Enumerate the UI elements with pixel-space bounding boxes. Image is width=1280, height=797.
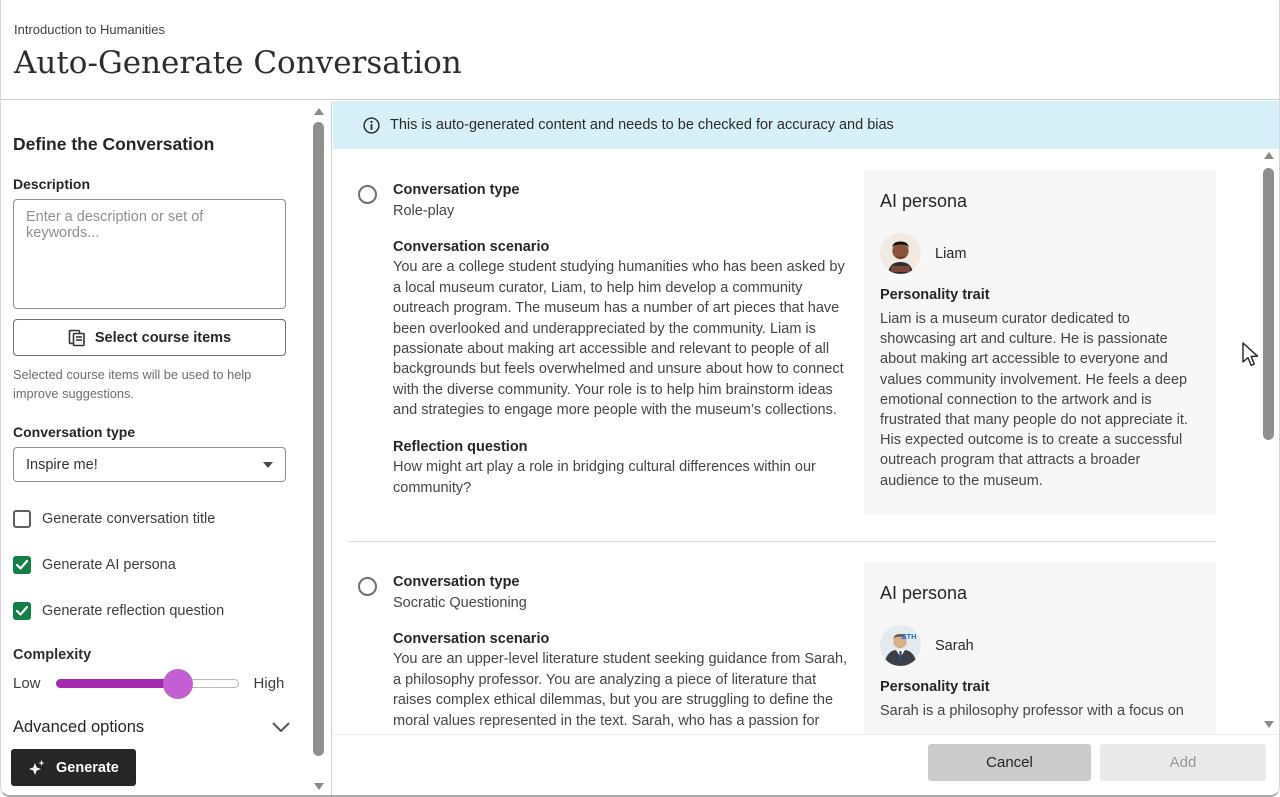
suggestions-area xyxy=(333,101,1279,795)
complexity-label: Complexity xyxy=(13,647,92,663)
svg-text:ETH: ETH xyxy=(901,632,917,641)
select-course-items-button[interactable] xyxy=(13,319,286,356)
conversation-type-heading: Conversation type xyxy=(393,574,520,590)
select-course-items-label: Select course items xyxy=(94,329,232,346)
scroll-up-icon[interactable] xyxy=(1264,152,1274,159)
breadcrumb: Introduction to Humanities xyxy=(14,22,166,37)
generate-persona-label: Generate AI persona xyxy=(42,557,176,573)
advanced-options-toggle[interactable] xyxy=(13,718,290,737)
avatar-liam xyxy=(880,233,921,274)
add-button[interactable]: Add xyxy=(1100,744,1266,781)
complexity-high-label: High xyxy=(253,675,285,692)
course-items-helper-text: Selected course items will be used to help improve suggestions. xyxy=(13,367,252,401)
generate-persona-checkbox[interactable] xyxy=(13,556,31,574)
copy-documents-icon xyxy=(68,329,86,347)
header xyxy=(1,0,1279,100)
complexity-slider-handle[interactable] xyxy=(163,669,193,699)
conversation-type-heading: Conversation type xyxy=(393,182,520,198)
suggestion-2-radio[interactable] xyxy=(358,577,377,596)
trait-text: Sarah is a philosophy professor with a focus on xyxy=(880,703,1184,719)
generate-title-checkbox[interactable] xyxy=(13,510,31,528)
sidebar-scrollbar[interactable] xyxy=(312,108,326,790)
dialog-footer xyxy=(333,734,1279,795)
slider-fill xyxy=(56,679,179,688)
description-label: Description xyxy=(13,176,91,192)
checkmark-icon xyxy=(16,606,28,616)
suggestions-divider xyxy=(349,541,1216,542)
sidebar-scrollbar-thumb[interactable] xyxy=(313,122,324,756)
banner-text: This is auto-generated content and needs to be checked for accuracy and bias xyxy=(390,117,894,133)
scenario-heading: Conversation scenario xyxy=(393,630,550,647)
caret-down-icon xyxy=(263,462,273,468)
ai-content-banner xyxy=(333,101,1279,149)
scenario-text: You are an upper-level literature student seeking guidance from Sarah, a philosophy professor. You are analyzing a piece of literature that raises complex ethical dilemmas, but you are struggling to define the moral values represented in the text. Sarah, who has a passion for xyxy=(393,651,848,729)
panel-heading: Define the Conversation xyxy=(13,134,215,154)
complexity-slider[interactable] xyxy=(56,679,239,688)
generate-button-label: Generate xyxy=(56,759,119,776)
reflection-text: How might art play a role in bridging cultural differences within our community? xyxy=(393,459,816,496)
trait-text: Liam is a museum curator dedicated to showcasing art and culture. He is passionate about making art accessible to everyone and values community involvement. He feels a deep emotional connection to the artwork and is frustrated that many people do not appreciate it. His expected outcome is to create a successful outreach program that attracts a broader audience to the museum. xyxy=(880,311,1188,489)
scroll-down-icon[interactable] xyxy=(314,783,324,790)
conversation-type-label: Conversation type xyxy=(13,424,136,440)
generate-button[interactable] xyxy=(11,749,136,786)
scenario-text: You are a college student studying humanities who has been asked by a local museum curator, Liam, to help him develop a community outreach program. The museum has a number of art pieces that have been overlooked and underappreciated by the community. Liam is passionate about making art accessible and relevant to people of all backgrounds but feels overwhelmed and unsure about how to connect with the diverse community. Your role is to help him brainstorm ideas and strategies to engage more people with the museum’s collections. xyxy=(393,259,845,419)
chevron-down-icon xyxy=(272,722,290,733)
generate-title-label: Generate conversation title xyxy=(42,511,216,527)
description-input[interactable] xyxy=(13,199,286,309)
avatar-sarah xyxy=(880,625,921,666)
generate-title-checkbox-row[interactable] xyxy=(13,510,286,528)
main-scrollbar-thumb[interactable] xyxy=(1263,168,1274,440)
generate-reflection-label: Generate reflection question xyxy=(42,603,225,619)
generate-reflection-checkbox[interactable] xyxy=(13,602,31,620)
generate-reflection-checkbox-row[interactable] xyxy=(13,602,286,620)
cancel-button[interactable]: Cancel xyxy=(928,744,1091,781)
page-title: Auto-Generate Conversation xyxy=(14,45,462,81)
generate-persona-checkbox-row[interactable] xyxy=(13,556,286,574)
persona-heading: AI persona xyxy=(880,583,968,603)
scenario-heading: Conversation scenario xyxy=(393,238,550,255)
complexity-low-label: Low xyxy=(13,675,41,692)
suggestions-viewport xyxy=(333,149,1279,734)
trait-heading: Personality trait xyxy=(880,679,990,695)
checkmark-icon xyxy=(16,560,28,570)
suggestion-1-persona-card xyxy=(864,170,1216,515)
main-scrollbar[interactable] xyxy=(1262,152,1276,728)
conversation-type-select[interactable] xyxy=(13,447,286,482)
scroll-down-icon[interactable] xyxy=(1264,721,1274,728)
advanced-options-label: Advanced options xyxy=(13,718,145,736)
suggestion-2-details xyxy=(393,572,855,731)
trait-heading: Personality trait xyxy=(880,287,990,303)
suggestion-2-persona-card xyxy=(864,562,1216,734)
suggestion-1-radio[interactable] xyxy=(358,185,377,204)
persona-name: Liam xyxy=(935,245,967,262)
scroll-up-icon[interactable] xyxy=(314,108,324,115)
sparkle-icon xyxy=(28,759,47,777)
suggestion-1-details xyxy=(393,180,855,498)
define-conversation-panel xyxy=(1,101,332,795)
persona-name: Sarah xyxy=(935,637,974,654)
conversation-type-value: Socratic Questioning xyxy=(393,594,527,611)
conversation-type-value: Role-play xyxy=(393,202,455,219)
persona-heading: AI persona xyxy=(880,191,968,211)
reflection-heading: Reflection question xyxy=(393,438,528,455)
complexity-slider-row xyxy=(13,675,286,692)
conversation-type-value: Inspire me! xyxy=(26,456,98,473)
info-icon xyxy=(363,117,380,134)
